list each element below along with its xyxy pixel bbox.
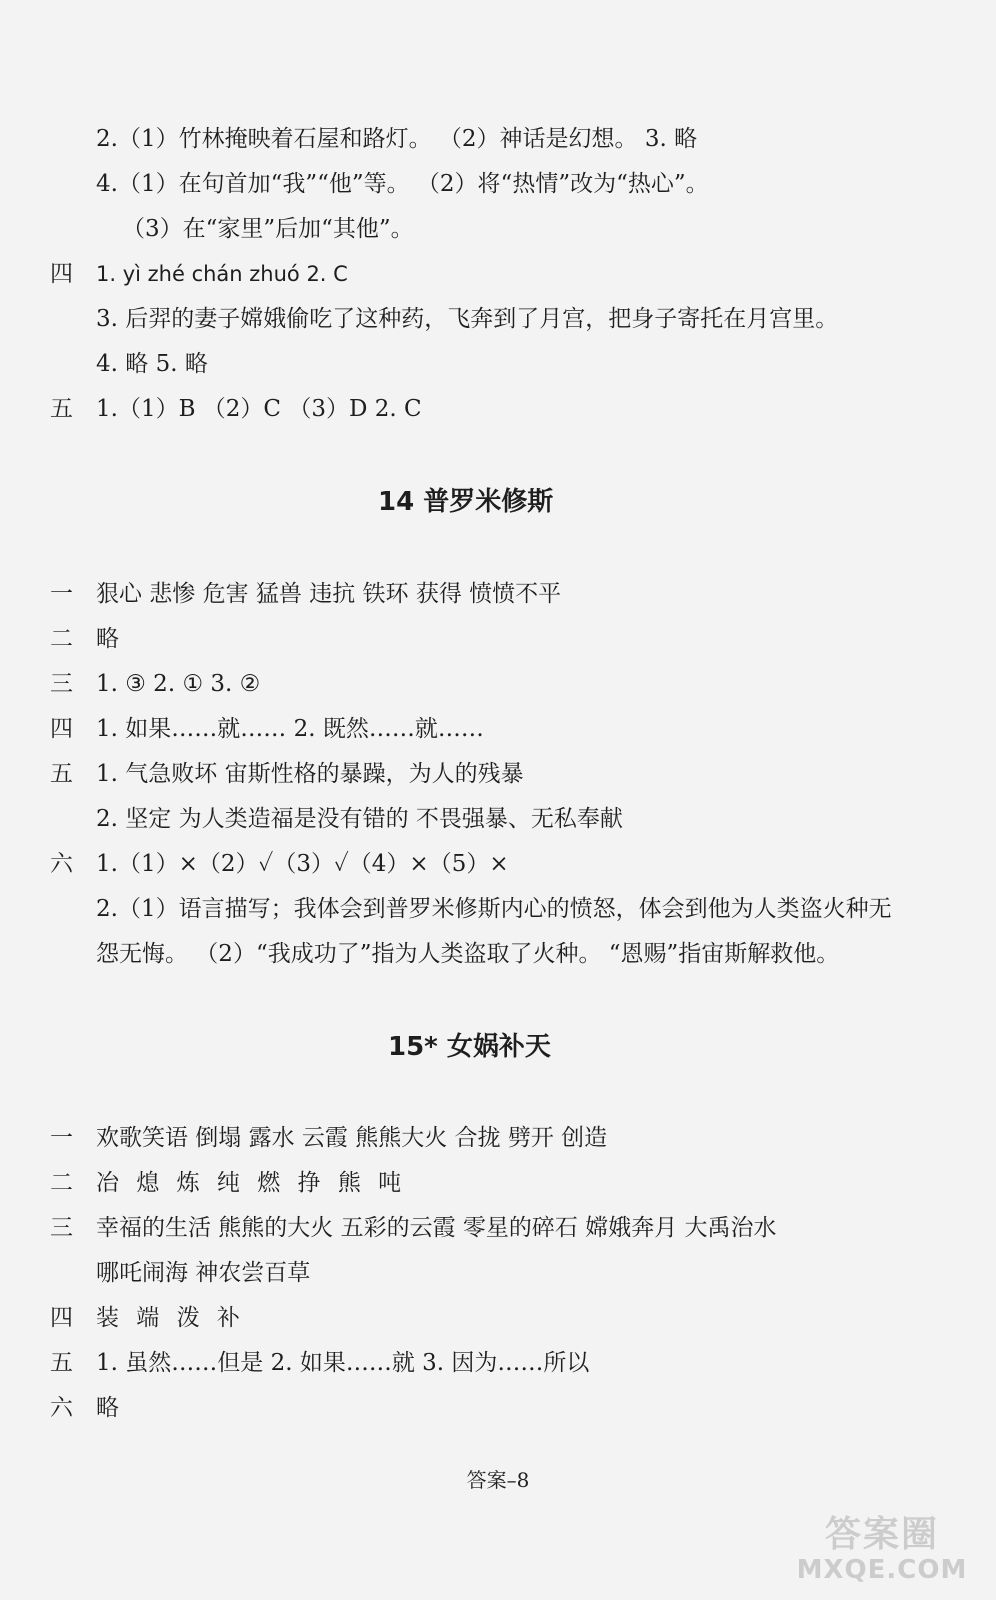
answer-line: 2.（1）竹林掩映着石屋和路灯。 （2）神话是幻想。 3. 略 [96,126,698,152]
question-number: 三 [50,1215,73,1241]
answer-line: 1. ③ 2. ① 3. ② [96,671,261,697]
answer-line: 欢歌笑语 倒塌 露水 云霞 熊熊大火 合拢 劈开 创造 [96,1125,608,1151]
question-number: 二 [50,1170,73,1196]
answer-line: 狠心 悲惨 危害 猛兽 违抗 铁环 获得 愤愤不平 [96,581,562,607]
question-number: 六 [50,851,73,877]
answer-line: 冶 熄 炼 纯 燃 挣 熊 吨 [96,1170,402,1196]
answer-line: 3. 后羿的妻子嫦娥偷吃了这种药，飞奔到了月宫，把身子寄托在月宫里。 [96,306,839,332]
answer-line: 略 [96,626,119,652]
answer-line: （3）在“家里”后加“其他”。 [122,216,414,242]
answer-line: 装 端 泼 补 [96,1305,240,1331]
answer-line: 怨无悔。 （2）“我成功了”指为人类盗取了火种。 “恩赐”指宙斯解救他。 [96,941,840,967]
page-number: 答案–8 [466,1468,530,1492]
question-number: 二 [50,626,73,652]
answer-line: 1. 如果……就…… 2. 既然……就…… [96,716,484,742]
question-number: 五 [50,761,73,787]
answer-line: 略 [96,1395,119,1421]
question-number: 四 [50,1305,73,1331]
watermark-text-en: MXQE.COM [796,1555,968,1585]
answer-line-pinyin: 1. yì zhé chán zhuó 2. C [96,262,348,286]
answer-line: 幸福的生活 熊熊的大火 五彩的云霞 零星的碎石 嫦娥奔月 大禹治水 [96,1215,777,1241]
answer-line: 4.（1）在句首加“我”“他”等。 （2）将“热情”改为“热心”。 [96,171,709,197]
watermark-logo [782,1514,982,1590]
question-number: 五 [50,1350,73,1376]
watermark-text-cn: 答案圈 [824,1514,939,1555]
question-number: 四 [50,261,73,287]
answer-line: 1. 虽然……但是 2. 如果……就 3. 因为……所以 [96,1350,590,1376]
question-number: 三 [50,671,73,697]
answer-line: 2. 坚定 为人类造福是没有错的 不畏强暴、无私奉献 [96,806,623,832]
section-title: 15* 女娲补天 [388,1032,551,1062]
answer-line: 4. 略 5. 略 [96,351,208,377]
section-title: 14 普罗米修斯 [378,487,554,517]
question-number: 六 [50,1395,73,1421]
question-number: 一 [50,581,73,607]
question-number: 四 [50,716,73,742]
question-number: 一 [50,1125,73,1151]
answer-line: 2.（1）语言描写；我体会到普罗米修斯内心的愤怒，体会到他为人类盗火种无 [96,896,892,922]
answer-line: 哪吒闹海 神农尝百草 [96,1260,311,1286]
answer-line: 1.（1）×（2）✓（3）✓（4）×（5）× [96,851,509,877]
answer-line: 1. 气急败坏 宙斯性格的暴躁，为人的残暴 [96,761,524,787]
question-number: 五 [50,396,73,422]
answer-line: 1.（1）B （2）C （3）D 2. C [96,396,422,422]
